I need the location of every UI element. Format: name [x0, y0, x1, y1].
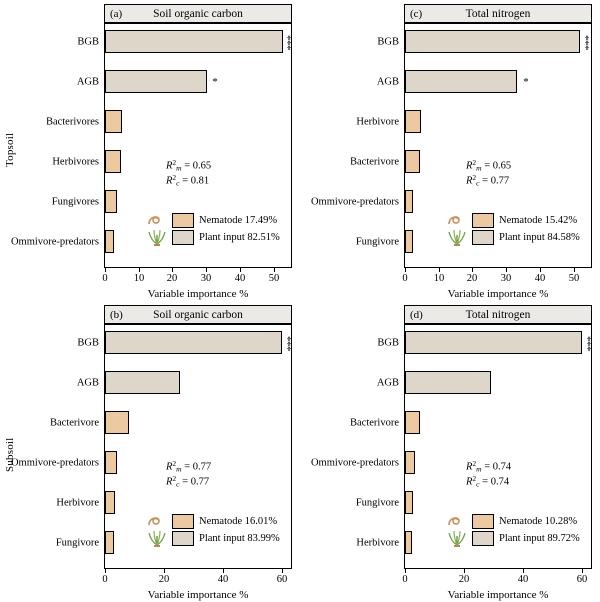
- ytick-bgb: BGB: [77, 337, 99, 349]
- xtick-30: 30: [500, 273, 512, 284]
- xtick-20: 20: [166, 273, 178, 284]
- ytick-herbivore: Herbivore: [356, 537, 399, 549]
- legend-swatch-nematode: [472, 514, 494, 529]
- panel-b: [0, 301, 300, 602]
- ytick-bacterivore: Bacterivore: [350, 417, 399, 429]
- plant-icon: [446, 228, 468, 246]
- panel-d-r2m: $R^2_m = 0.74$: [466, 459, 512, 474]
- xtick-40: 40: [534, 273, 546, 284]
- legend-swatch-nematode: [472, 213, 494, 228]
- plant-icon: [146, 529, 168, 547]
- xtick-60: 60: [276, 574, 288, 585]
- xtick-0: 0: [102, 574, 108, 585]
- row-label-topsoil: Topsoil: [4, 132, 16, 168]
- legend-label-plant-input: Plant input 82.51%: [199, 232, 280, 243]
- plant-icon: [146, 228, 168, 246]
- bar-bgb: [105, 30, 283, 53]
- ytick-fungivore: Fungivore: [355, 497, 399, 509]
- panel-b-r2c: $R^2_c = 0.77$: [166, 474, 210, 489]
- panel-b-header: [104, 305, 292, 324]
- legend-swatch-nematode: [172, 213, 194, 228]
- panel-c-header: [404, 4, 592, 23]
- ytick-agb: AGB: [76, 377, 99, 389]
- nematode-icon: [446, 512, 468, 530]
- significance-bgb: ***: [581, 335, 593, 351]
- panel-c-tag: (c): [410, 7, 423, 20]
- ytick-bacterivore: Bacterivore: [350, 156, 399, 168]
- bar-fungivore: [405, 491, 413, 514]
- panel-b-xaxis-title: Variable importance %: [147, 589, 249, 601]
- legend-label-nematode: Nematode 16.01%: [199, 516, 278, 527]
- ytick-agb: AGB: [376, 377, 399, 389]
- significance-agb: *: [212, 76, 218, 88]
- legend-label-nematode: Nematode 17.49%: [199, 215, 278, 226]
- xtick-50: 50: [268, 273, 280, 284]
- panel-a-r2c: $R^2_c = 0.81$: [166, 173, 210, 188]
- bar-herbivore: [405, 110, 421, 133]
- panel-a-legend: [172, 212, 280, 246]
- xtick-0: 0: [402, 574, 408, 585]
- ytick-fungivores: Fungivores: [51, 196, 99, 208]
- ytick-bacterivores: Bacterivores: [45, 116, 99, 128]
- bar-agb: [105, 371, 180, 394]
- legend-label-nematode: Nematode 10.28%: [499, 516, 578, 527]
- bar-fungivores: [105, 190, 117, 213]
- bar-bacterivore: [405, 150, 420, 173]
- panel-b-tag: (b): [110, 308, 123, 321]
- bar-bgb: [405, 331, 582, 354]
- nematode-icon: [446, 211, 468, 229]
- panel-a-r2m: $R^2_m = 0.65$: [166, 158, 212, 173]
- xtick-0: 0: [402, 273, 408, 284]
- bar-agb: [405, 371, 491, 394]
- xtick-0: 0: [102, 273, 108, 284]
- panel-c-r2c: $R^2_c = 0.77$: [466, 173, 510, 188]
- panel-d-legend: [472, 513, 580, 547]
- xtick-50: 50: [568, 273, 580, 284]
- panel-a-title: Soil organic carbon: [153, 7, 243, 20]
- legend-swatch-plant-input: [172, 531, 194, 546]
- panel-d-xaxis-title: Variable importance %: [447, 589, 549, 601]
- legend-label-plant-input: Plant input 83.99%: [199, 533, 280, 544]
- panel-b-r2m: $R^2_m = 0.77$: [166, 459, 212, 474]
- legend-label-plant-input: Plant input 89.72%: [499, 533, 580, 544]
- ytick-ommivore-predators: Ommivore-predators: [310, 457, 399, 469]
- bar-agb: [405, 70, 517, 93]
- bar-bgb: [405, 30, 580, 53]
- ytick-ommivore-predators: Ommivore-predators: [10, 457, 99, 469]
- significance-agb: *: [523, 76, 529, 88]
- ytick-ommivore-predators: Ommivore-predators: [10, 236, 99, 248]
- bar-bacterivores: [105, 110, 122, 133]
- panel-a-tag: (a): [110, 7, 123, 20]
- bar-herbivore: [105, 491, 115, 514]
- bar-agb: [105, 70, 207, 93]
- panel-c-xaxis-title: Variable importance %: [447, 288, 549, 300]
- legend-swatch-plant-input: [472, 531, 494, 546]
- panel-a-header: [104, 4, 292, 23]
- ytick-bacterivore: Bacterivore: [50, 417, 99, 429]
- ytick-bgb: BGB: [377, 36, 399, 48]
- ytick-agb: AGB: [376, 76, 399, 88]
- bar-fungivore: [405, 230, 413, 253]
- panel-a-xaxis-title: Variable importance %: [147, 288, 249, 300]
- xtick-60: 60: [576, 574, 588, 585]
- ytick-bgb: BGB: [77, 36, 99, 48]
- ytick-herbivore: Herbivore: [356, 116, 399, 128]
- panel-c-r2m: $R^2_m = 0.65$: [466, 158, 512, 173]
- ytick-fungivore: Fungivore: [55, 537, 99, 549]
- panel-d-title: Total nitrogen: [465, 308, 531, 321]
- panel-a: [0, 0, 300, 301]
- xtick-20: 20: [466, 273, 478, 284]
- panel-d-r2c: $R^2_c = 0.74$: [466, 474, 510, 489]
- ytick-bgb: BGB: [377, 337, 399, 349]
- bar-fungivore: [105, 531, 114, 554]
- ytick-fungivore: Fungivore: [355, 236, 399, 248]
- ytick-herbivores: Herbivores: [52, 156, 99, 168]
- xtick-20: 20: [158, 574, 170, 585]
- xtick-10: 10: [433, 273, 445, 284]
- xtick-40: 40: [217, 574, 229, 585]
- panel-b-title: Soil organic carbon: [153, 308, 243, 321]
- row-label-subsoil: Subsoil: [4, 437, 16, 473]
- plant-icon: [446, 529, 468, 547]
- xtick-40: 40: [517, 574, 529, 585]
- xtick-40: 40: [234, 273, 246, 284]
- bar-ommivore-predators: [105, 230, 114, 253]
- bar-ommivore-predators: [105, 451, 117, 474]
- panel-c-legend: [472, 212, 580, 246]
- bar-bacterivore: [105, 411, 129, 434]
- significance-bgb: ***: [281, 34, 293, 50]
- panel-d-header: [404, 305, 592, 324]
- legend-swatch-plant-input: [472, 230, 494, 245]
- nematode-icon: [146, 211, 168, 229]
- bar-bgb: [105, 331, 282, 354]
- panel-d-tag: (d): [410, 308, 423, 321]
- ytick-ommivore-predators: Ommivore-predators: [310, 196, 399, 208]
- nematode-icon: [146, 512, 168, 530]
- legend-label-nematode: Nematode 15.42%: [499, 215, 578, 226]
- legend-label-plant-input: Plant input 84.58%: [499, 232, 580, 243]
- bar-herbivores: [105, 150, 121, 173]
- significance-bgb: ***: [281, 335, 293, 351]
- panel-c: [300, 0, 600, 301]
- panel-c-title: Total nitrogen: [465, 7, 531, 20]
- bar-ommivore-predators: [405, 190, 413, 213]
- legend-swatch-nematode: [172, 514, 194, 529]
- bar-bacterivore: [405, 411, 420, 434]
- bar-herbivore: [405, 531, 412, 554]
- panel-d: [300, 301, 600, 602]
- xtick-20: 20: [458, 574, 470, 585]
- significance-bgb: ***: [579, 34, 591, 50]
- legend-swatch-plant-input: [172, 230, 194, 245]
- ytick-herbivore: Herbivore: [56, 497, 99, 509]
- ytick-agb: AGB: [76, 76, 99, 88]
- bar-ommivore-predators: [405, 451, 415, 474]
- xtick-30: 30: [200, 273, 212, 284]
- panel-b-legend: [172, 513, 280, 547]
- xtick-10: 10: [133, 273, 145, 284]
